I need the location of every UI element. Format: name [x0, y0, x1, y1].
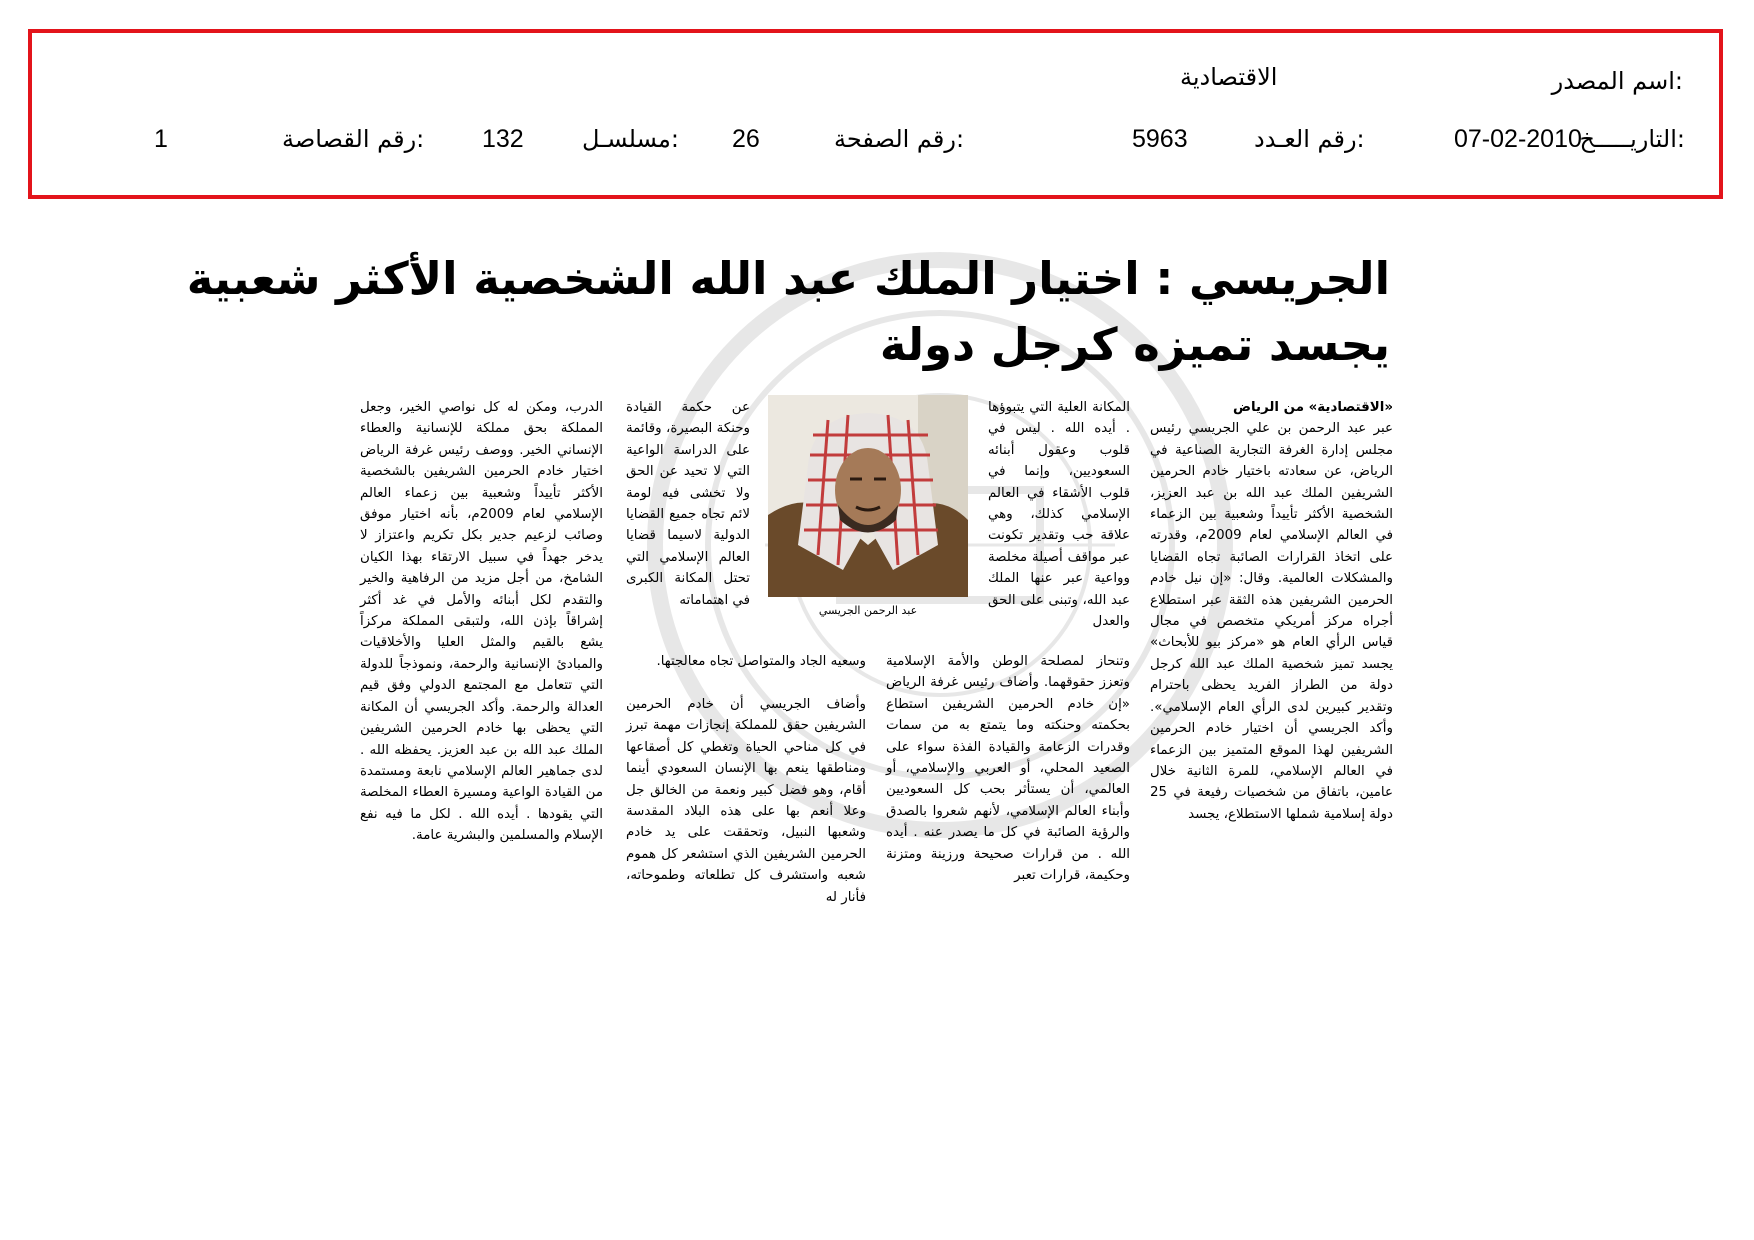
clipping-value: 1: [154, 125, 168, 153]
column-4-bottom-text: وأضاف الجريسي أن خادم الحرمين الشريفين حقق للمملكة إنجازات مهمة تبرز في كل مناحي الحياة وتغطي كل أصقاعها ومناطقها ينعم بها الإنسان السعودي أينما أقام، وهو فضل كبير ونعمة من الخالق جل وعلا أنعم بها على هذه البلاد المقدسة وشعبها النبيل، وتحققت على يد خادم الحرمين الشريفين الذي استشعر كل هموم شعبه واستشرف كل تطلعاته وطموحاته، فأنار له: [626, 697, 866, 905]
headline-line-2: يجسد تميزه كرجل دولة: [879, 318, 1390, 371]
column-3-top-text: وسعيه الجاد والمتواصل تجاه معالجتها.: [656, 654, 866, 669]
photo-caption: عبد الرحمن الجريسي: [818, 604, 918, 617]
clipping-label: رقم القصاصة:: [282, 125, 425, 153]
source-label: اسم المصدر:: [1551, 67, 1683, 95]
portrait-photo-icon: [768, 395, 968, 597]
article-column-4-top: [626, 397, 750, 611]
column-5-text: الدرب، ومكن له كل نواصي الخير، وجعل المملكة بحق مملكة للإنسانية والعطاء الإنساني الخير. ووصف رئيس غرفة الرياض اختيار خادم الحرمين الشريفين بالشخصية الأكثر تأييداً وشعبية بين زعماء العالم الإسلامي لعام 2009م، بأنه اختيار موفق وصائب لزعيم جدير بكل تكريم واعتزاز لا يدخر جهداً في سبيل الارتقاء بهذا الكيان الشامخ، من أجل مزيد من الرفاهية والخير والتقدم لكل أبنائه والأمل في غد أكثر إشراقاً بإذن الله، ولتبقى المملكة مركزاً يشع بالقيم والمثل العليا والأخلاقيات والمبادئ الإنسانية والرحمة، ونموذجاً للدولة التي تتعامل مع المجتمع الدولي وفق قيم العدالة والرحمة. وأكد الجريسي أن المكانة التي يحظى بها خادم الحرمين الشريفين الملك عبد الله بن عبد العزيز. يحفظه الله . لدى جماهير العالم الإسلامي نابعة ومستمدة من القيادة الواعية ومسيرة العطاء المخلصة التي يقودها . أيده الله . لكل ما فيه نفع الإسلام والمسلمين والبشرية عامة.: [360, 400, 603, 844]
article-column-4-bottom: [626, 694, 866, 908]
date-value: 07-02-2010: [1454, 125, 1582, 153]
column-2-top-text: المكانة العلية التي يتبوؤها . أيده الله . ليس في قلوب وعقول أبنائه السعوديين، وإنما في قلوب الأشقاء في العالم الإسلامي كذلك، وهي علاقة حب وتقدير تكونت عبر مواقف أصيلة مخلصة وواعية عبر عنها الملك عبد الله، وتبنى على الحق والعدل: [988, 400, 1130, 630]
clipping-info-box: [28, 29, 1723, 199]
article-column-5: [360, 397, 603, 847]
serial-label: مسلسـل:: [582, 125, 679, 153]
issue-label: رقم العـدد:: [1254, 125, 1365, 153]
article-column-1: [1150, 397, 1393, 825]
article-byline: «الاقتصادية» من الرياض: [1232, 400, 1393, 415]
article-column-3-top: [646, 651, 866, 672]
column-4-top-text: عن حكمة القيادة وحنكة البصيرة، وقائمة على الدراسة الواعية التي لا تحيد عن الحق ولا تخشى فيه لومة لائم تجاه جميع القضايا الدولية لاسيما قضايا العالم الإسلامي التي تحتل المكانة الكبرى في اهتماماته: [626, 400, 750, 608]
issue-value: 5963: [1132, 125, 1188, 153]
article-headline: [186, 246, 1390, 378]
headline-line-1: الجريسي : اختيار الملك عبد الله الشخصية الأكثر شعبية: [186, 252, 1390, 305]
article-column-2-top: [988, 397, 1130, 632]
page-label: رقم الصفحة:: [834, 125, 965, 153]
column-2-3-bottom-text: وتنحاز لمصلحة الوطن والأمة الإسلامية وتعزز حقوقهما. وأضاف رئيس غرفة الرياض «إن خادم الحرمين الشريفين استطاع بحكمته وحنكته وما يتمتع به من سمات وقدرات الزعامة والقيادة الفذة سواء على الصعيد المحلي، أو العربي والإسلامي، أو العالمي، أن يستأثر بحب كل السعوديين وأبناء العالم الإسلامي، لأنهم شعروا بالصدق والرؤية الصائبة في كل ما يصدر عنه . أيده الله . من قرارات صحيحة ورزينة ومتزنة وحكيمة، قرارات تعبر: [886, 654, 1130, 884]
serial-value: 132: [482, 125, 524, 153]
date-label: التاريـــــخ:: [1579, 125, 1685, 153]
page-value: 26: [732, 125, 760, 153]
article-column-2-3-bottom: [886, 651, 1130, 886]
portrait-photo: [768, 395, 968, 597]
source-value: الاقتصادية: [1180, 63, 1278, 91]
column-1-text: عبر عبد الرحمن بن علي الجريسي رئيس مجلس إدارة الغرفة التجارية الصناعية في الرياض، عن سعادته باختيار خادم الحرمين الشريفين الملك عبد الله بن عبد العزيز، الشخصية الأكثر تأييداً وشعبية بين الزعماء في العالم الإسلامي لعام 2009م، وقدرته على اتخاذ القرارات الصائبة تجاه القضايا والمشكلات العالمية. وقال: «إن نيل خادم الحرمين الشريفين هذه الثقة عبر استطلاع أجراه مركز أمريكي متخصص في مجال قياس الرأي العام هو «مركز بيو للأبحاث» يجسد تميز شخصية الملك عبد الله كرجل دولة من الطراز الفريد يحظى باحترام وتقدير كبيرين لدى الرأي العام الإسلامي». وأكد الجريسي أن اختيار خادم الحرمين الشريفين لهذا الموقع المتميز بين الزعماء في العالم الإسلامي، للمرة الثانية خلال عامين، باتفاق من شخصيات رفيعة في 25 دولة إسلامية شملها الاستطلاع، يجسد: [1150, 421, 1394, 822]
